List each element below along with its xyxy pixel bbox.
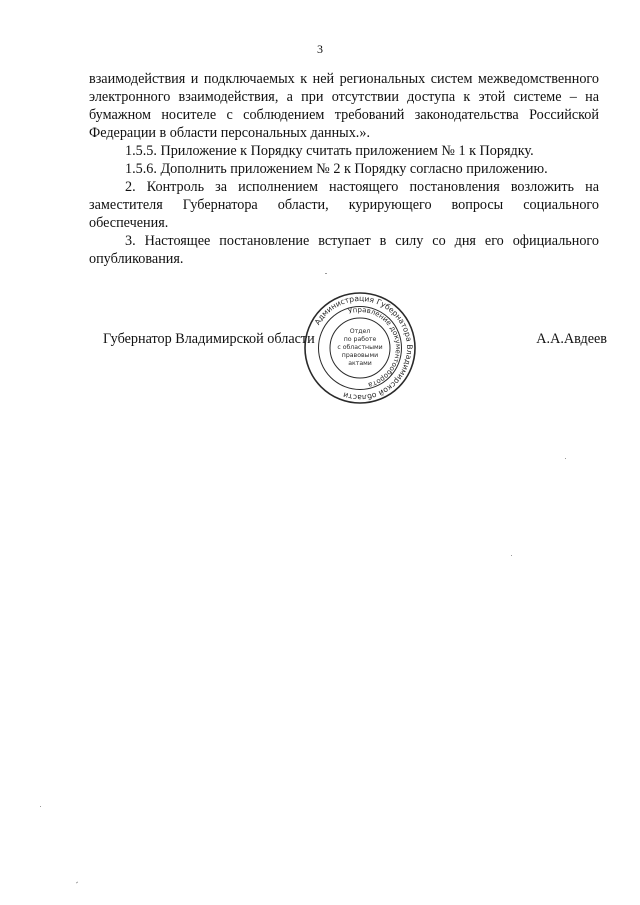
paragraph-2: 2. Контроль за исполнением настоящего постановления возложить на заместителя Губернатора области, курирующего вопросы социального обеспечения. (89, 179, 599, 231)
signatory-title: Губернатор Владимирской области (103, 331, 315, 347)
scan-speck (76, 881, 78, 883)
page-number: 3 (317, 42, 323, 56)
svg-text:с областными: с областными (337, 344, 383, 351)
stamp-outer-text: Администрация Губернатора Владимирской области (312, 293, 415, 403)
svg-text:по работе: по работе (343, 336, 377, 343)
paragraph-continuation: взаимодействия и подключаемых к ней региональных систем межведомственного электронного взаимодействия, а при отсутствии доступа к этой системе – на бумажном носителе с соблюдением требований законодательства Российской Федерации в области персональных данных.». (89, 71, 599, 141)
scan-speck (511, 555, 512, 556)
stamp-center-text (337, 328, 382, 367)
scan-speck (325, 273, 327, 274)
paragraph-1-5-5: 1.5.5. Приложение к Порядку считать приложением № 1 к Порядку. (125, 143, 534, 159)
scan-speck (565, 458, 566, 459)
paragraph-3: 3. Настоящее постановление вступает в силу со дня его официального опубликования. (89, 233, 599, 267)
stamp-inner-ring-text: Управление документооборота (347, 305, 403, 389)
paragraph-1-5-6: 1.5.6. Дополнить приложением № 2 к Порядку согласно приложению. (125, 161, 548, 177)
stamp-graphic (303, 291, 417, 405)
svg-text:актами: актами (348, 360, 372, 367)
official-stamp (303, 291, 417, 405)
scan-speck (40, 806, 41, 807)
document-body (89, 70, 599, 268)
signatory-name: А.А.Авдеев (536, 331, 607, 347)
svg-text:правовыми: правовыми (341, 352, 379, 359)
svg-text:Отдел: Отдел (349, 328, 371, 335)
